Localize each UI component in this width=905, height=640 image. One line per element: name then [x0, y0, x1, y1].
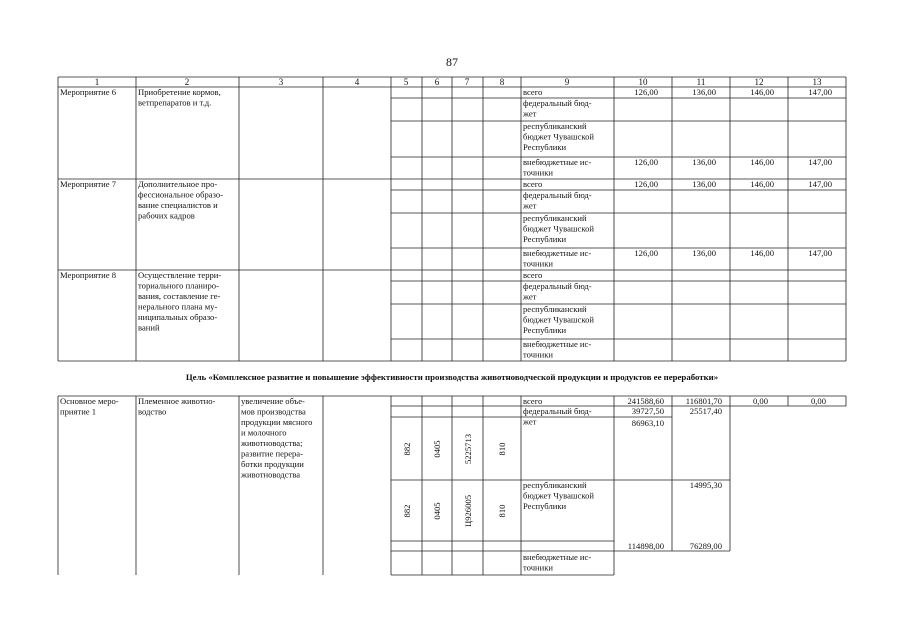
column-header: 1: [94, 77, 100, 87]
value-cell: 136,00: [692, 179, 716, 189]
column-header-row: [95, 77, 822, 87]
value-cell: 126,00: [634, 179, 658, 189]
column-header: 7: [464, 77, 470, 87]
source-republic: республиканский бюджет Чувашской Республики: [523, 121, 594, 152]
source-offbudget: внебюджетные ис- точники: [523, 248, 592, 269]
value-cell: 14995,30: [689, 480, 722, 490]
value-cell: 126,00: [634, 157, 658, 167]
column-header: 10: [638, 77, 648, 87]
column-header: 6: [434, 77, 440, 87]
value-cell: 0,00: [752, 396, 768, 406]
value-cell: 76289,00: [689, 541, 722, 551]
budget-code-target: 5225713: [463, 433, 473, 465]
source-republic: республиканский бюджет Чувашской Республики: [523, 213, 594, 244]
source-total: всего: [523, 87, 543, 97]
value-cell: 114898,00: [627, 541, 664, 551]
source-federal: федеральный бюд- жет: [523, 190, 592, 211]
source-offbudget: внебюджетные ис- точники: [523, 157, 592, 178]
budget-code-section: 0405: [432, 440, 442, 458]
budget-code-type: 810: [497, 442, 507, 456]
value-cell: 39727,50: [631, 406, 664, 416]
source-total: всего: [523, 396, 543, 406]
column-header: 5: [403, 77, 409, 87]
value-cell: 147,00: [808, 157, 832, 167]
column-header: 13: [812, 77, 822, 87]
value-cell: 86963,10: [631, 418, 664, 428]
main-measure-indicator: увеличение объе- мов производства продукции мясного и молочного животноводства; развитие перера- ботки продукции животноводства: [241, 396, 313, 480]
column-header: 12: [754, 77, 764, 87]
column-header: 11: [696, 77, 706, 87]
value-cell: 147,00: [808, 179, 832, 189]
source-total: всего: [523, 270, 543, 280]
measure-name: Мероприятие 8: [60, 270, 116, 280]
source-federal: федеральный бюд- жет: [523, 281, 592, 302]
main-measure-block: [60, 396, 826, 573]
source-federal: федеральный бюд- жет: [523, 98, 592, 119]
value-cell: 146,00: [750, 248, 774, 258]
column-header: 8: [499, 77, 505, 87]
measure-6-block: [60, 87, 832, 178]
value-cell: 126,00: [634, 248, 658, 258]
column-header: 2: [184, 77, 190, 87]
column-header: 9: [564, 77, 570, 87]
source-offbudget: внебюджетные ис- точники: [523, 552, 592, 573]
budget-code-type: 810: [497, 504, 507, 518]
value-cell: 126,00: [634, 87, 658, 97]
value-cell: 136,00: [692, 248, 716, 258]
value-cell: 147,00: [808, 248, 832, 258]
goal-heading: Цель «Комплексное развитие и повышение эффективности производства животноводческой продукции и продуктов ее переработки»: [185, 372, 719, 382]
value-cell: 116801,70: [685, 396, 722, 406]
measure-8-block: [60, 270, 596, 360]
budget-code-grbs: 882: [402, 504, 412, 518]
value-cell: 241588,60: [627, 396, 664, 406]
value-cell: 136,00: [692, 87, 716, 97]
source-total: всего: [523, 179, 543, 189]
value-cell: 25517,40: [689, 406, 722, 416]
measure-name: Мероприятие 7: [60, 179, 116, 189]
column-header: 3: [278, 77, 284, 87]
main-measure-name: Основное меро- приятие 1: [60, 396, 119, 417]
measure-7-block: [60, 179, 832, 269]
measure-description: Осуществление терри- ториального планиро- вания, составление ге- нерального плана му- ниципальных образо- ваний: [138, 270, 222, 333]
value-cell: 146,00: [750, 157, 774, 167]
value-cell: 146,00: [750, 87, 774, 97]
value-cell: 147,00: [808, 87, 832, 97]
table-grid-lower: [58, 396, 846, 575]
column-header: 4: [354, 77, 360, 87]
budget-code-grbs: 882: [402, 442, 412, 456]
source-federal: федеральный бюд- жет: [523, 406, 592, 427]
measure-description: Приобретение кормов, ветпрепаратов и т.д.: [138, 87, 221, 108]
value-cell: 136,00: [692, 157, 716, 167]
source-offbudget: внебюджетные ис- точники: [523, 339, 592, 360]
value-cell: 146,00: [750, 179, 774, 189]
budget-code-target: Ц926005: [463, 495, 473, 527]
page-number: 87: [446, 55, 458, 69]
source-republic: республиканский бюджет Чувашской Республики: [523, 304, 594, 335]
main-measure-description: Племенное животно- водство: [138, 396, 216, 417]
measure-name: Мероприятие 6: [60, 87, 116, 97]
value-cell: 0,00: [810, 396, 826, 406]
measure-description: Дополнительное про- фессиональное образо- вание специалистов и рабочих кадров: [138, 179, 224, 221]
source-republic: республиканский бюджет Чувашской Республики: [523, 480, 594, 511]
budget-code-section: 0405: [432, 502, 442, 520]
